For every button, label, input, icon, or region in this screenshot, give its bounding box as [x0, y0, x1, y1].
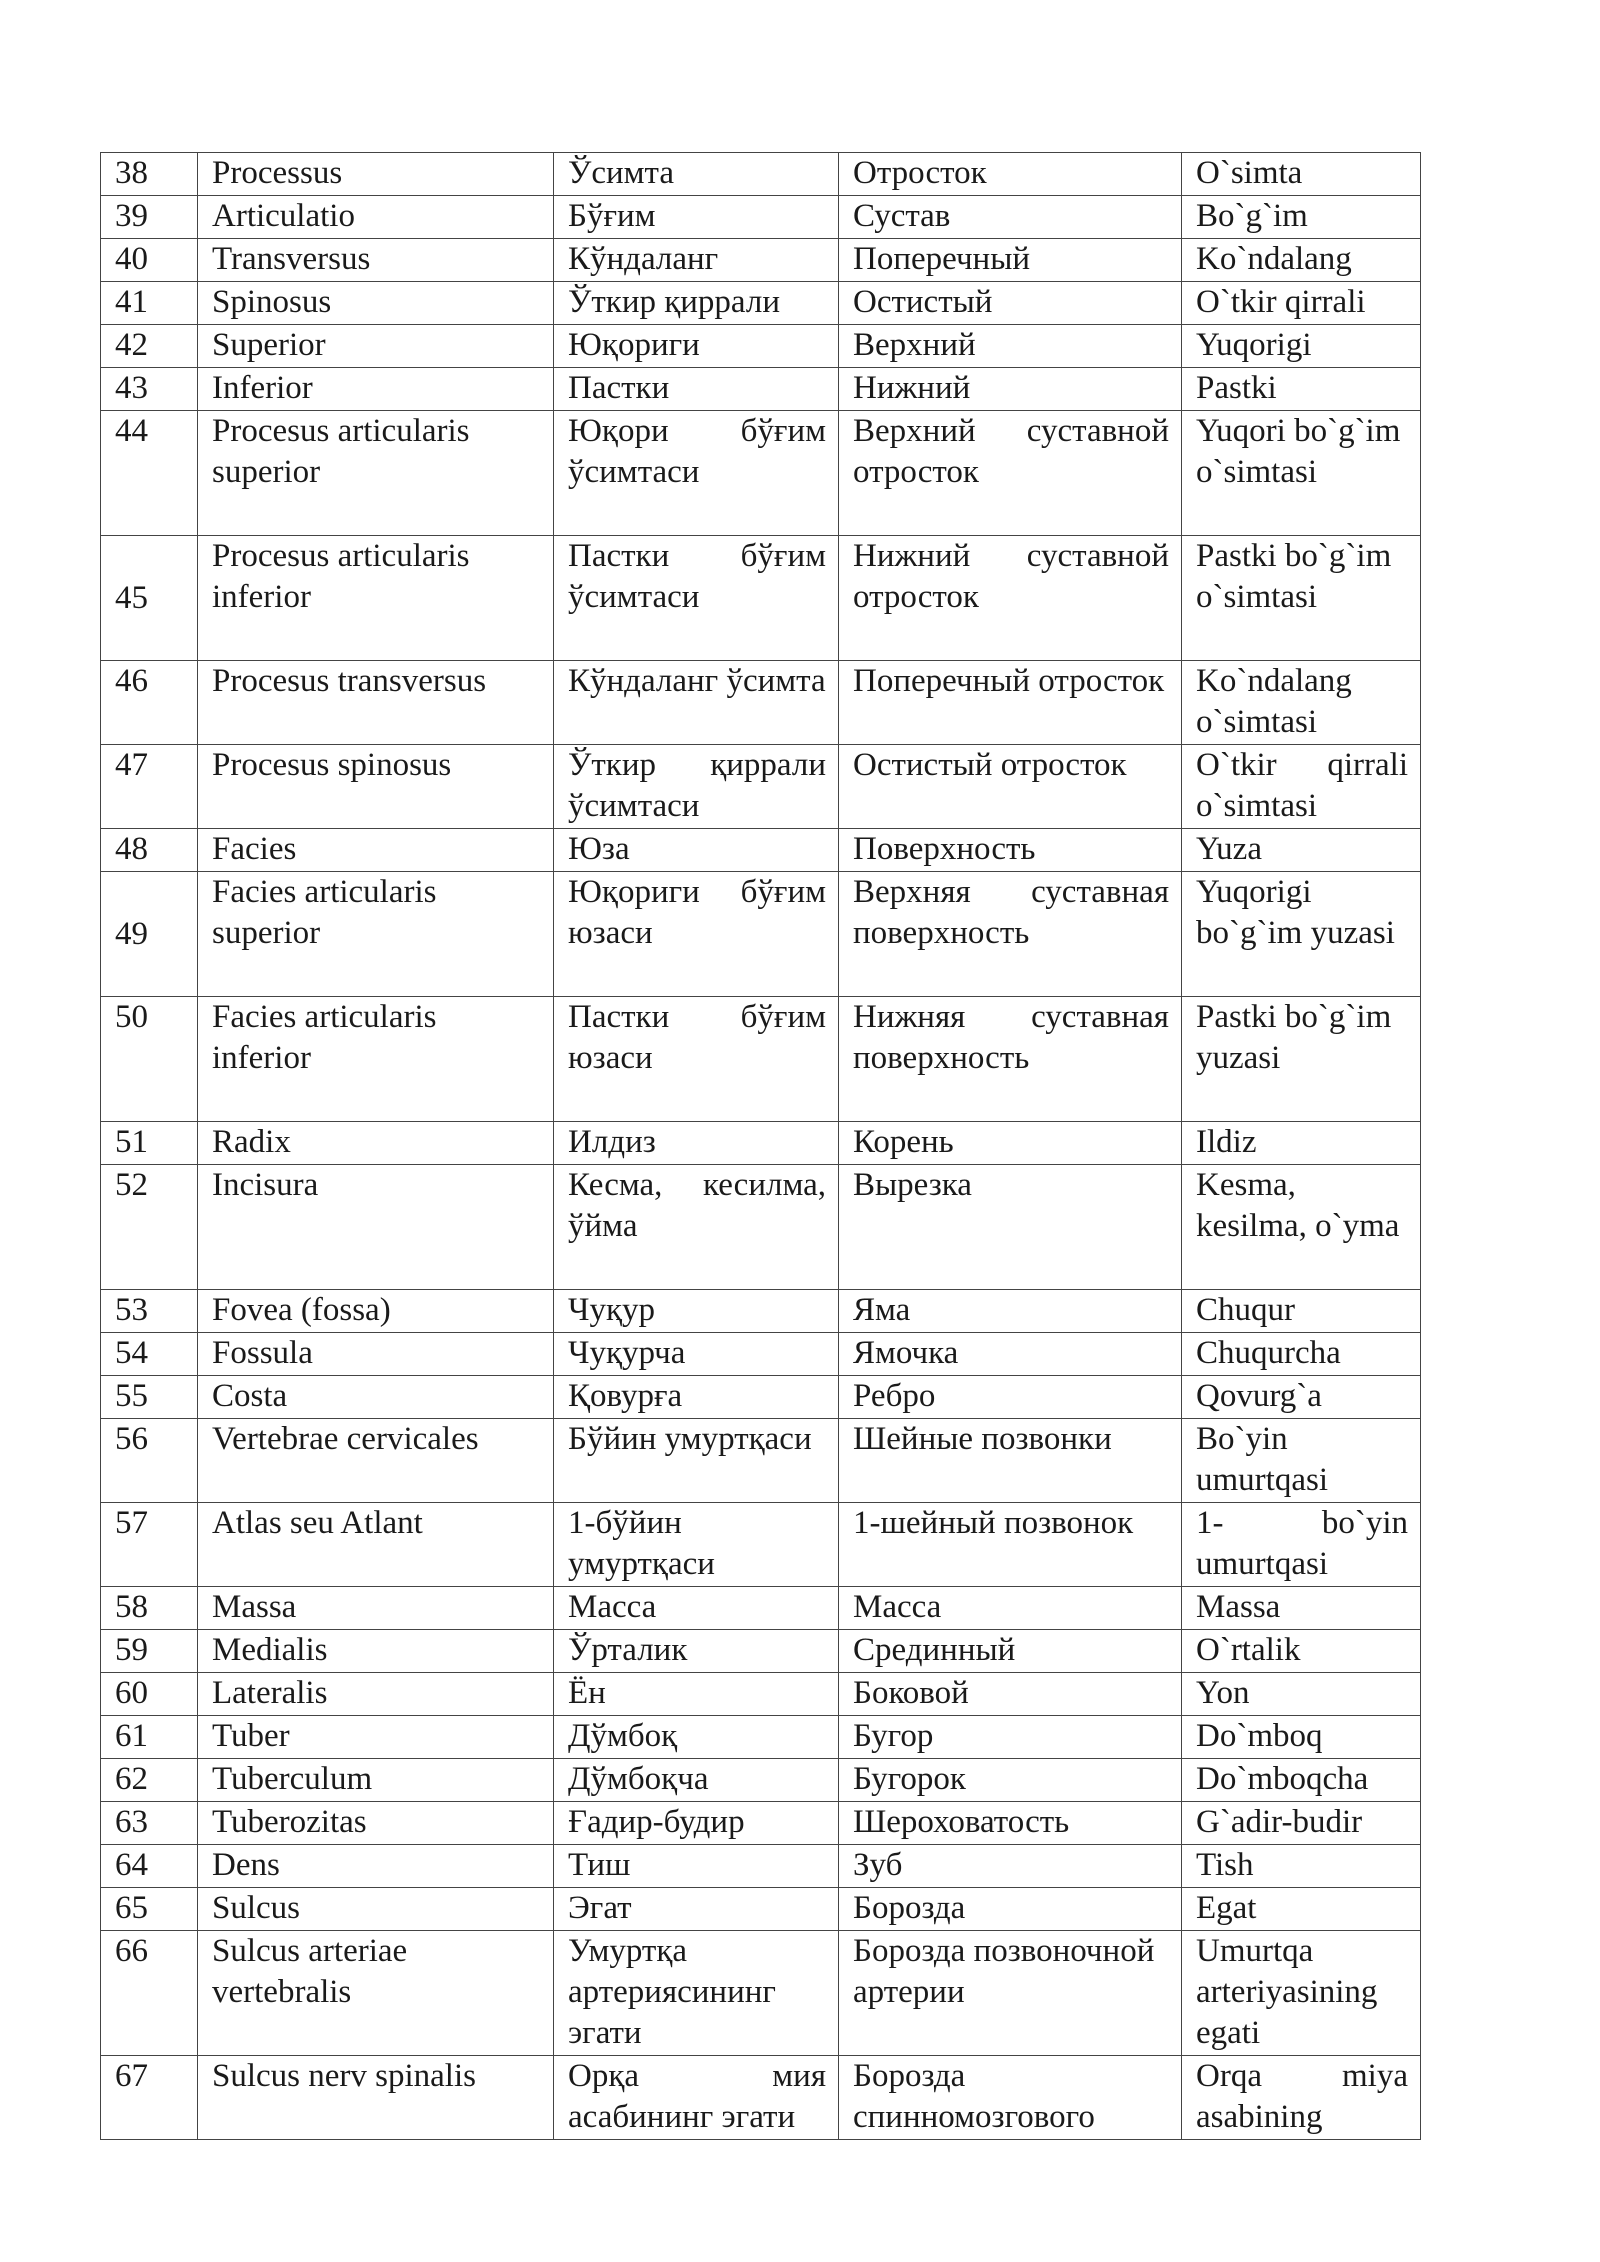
- entry-number: 59: [101, 1630, 198, 1673]
- uzbek-cyrillic-term: Юза: [554, 829, 839, 872]
- uzbek-cyrillic-term: 1-бўйин умуртқаси: [554, 1503, 839, 1587]
- uzbek-latin-term: O`tkir qirrali: [1182, 282, 1421, 325]
- russian-term: Зуб: [839, 1845, 1182, 1888]
- latin-term: Sulcus nerv spinalis: [198, 2056, 554, 2140]
- russian-term: Остистый отросток: [839, 745, 1182, 829]
- entry-number: 42: [101, 325, 198, 368]
- russian-term: Остистый: [839, 282, 1182, 325]
- russian-term: Яма: [839, 1290, 1182, 1333]
- entry-number: 66: [101, 1931, 198, 2056]
- uzbek-cyrillic-term: Ўрталик: [554, 1630, 839, 1673]
- uzbek-latin-term: Tish: [1182, 1845, 1421, 1888]
- russian-term: Борозда спинномозгового: [839, 2056, 1182, 2140]
- table-row: [101, 2056, 1421, 2140]
- latin-term: Sulcus: [198, 1888, 554, 1931]
- latin-term: Lateralis: [198, 1673, 554, 1716]
- latin-term: Fossula: [198, 1333, 554, 1376]
- uzbek-latin-term: Yon: [1182, 1673, 1421, 1716]
- uzbek-cyrillic-term: Ғадир-будир: [554, 1802, 839, 1845]
- russian-term: Ребро: [839, 1376, 1182, 1419]
- russian-term: 1-шейный позвонок: [839, 1503, 1182, 1587]
- uzbek-cyrillic-term: Орқа мия асабининг эгати: [554, 2056, 839, 2140]
- uzbek-latin-term: Yuqorigi bo`g`im yuzasi: [1182, 872, 1421, 997]
- uzbek-cyrillic-term: Масса: [554, 1587, 839, 1630]
- uzbek-cyrillic-term: Чуқур: [554, 1290, 839, 1333]
- latin-term: Radix: [198, 1122, 554, 1165]
- uzbek-latin-term: Pastki bo`g`im o`simtasi: [1182, 536, 1421, 661]
- uzbek-cyrillic-term: Юқориги: [554, 325, 839, 368]
- latin-term: Medialis: [198, 1630, 554, 1673]
- entry-number: 54: [101, 1333, 198, 1376]
- russian-term: Бугорок: [839, 1759, 1182, 1802]
- table-row: [101, 325, 1421, 368]
- table-row: [101, 282, 1421, 325]
- entry-number: 64: [101, 1845, 198, 1888]
- latin-term: Transversus: [198, 239, 554, 282]
- russian-term: Вырезка: [839, 1165, 1182, 1290]
- latin-term: Tuber: [198, 1716, 554, 1759]
- entry-number: 46: [101, 661, 198, 745]
- table-row: [101, 1673, 1421, 1716]
- latin-term: Procesus articularis superior: [198, 411, 554, 536]
- uzbek-cyrillic-term: Қовурға: [554, 1376, 839, 1419]
- uzbek-latin-term: 1- bo`yin umurtqasi: [1182, 1503, 1421, 1587]
- uzbek-latin-term: Umurtqa arteriyasining egati: [1182, 1931, 1421, 2056]
- entry-number: 41: [101, 282, 198, 325]
- entry-number: 40: [101, 239, 198, 282]
- uzbek-latin-term: Ko`ndalang o`simtasi: [1182, 661, 1421, 745]
- table-row: [101, 1122, 1421, 1165]
- uzbek-cyrillic-term: Бўғим: [554, 196, 839, 239]
- russian-term: Поперечный отросток: [839, 661, 1182, 745]
- russian-term: Нижняя суставная поверхность: [839, 997, 1182, 1122]
- table-row: [101, 153, 1421, 196]
- latin-term: Procesus articularis inferior: [198, 536, 554, 661]
- table-row: [101, 1802, 1421, 1845]
- latin-term: Procesus transversus: [198, 661, 554, 745]
- entry-number: 65: [101, 1888, 198, 1931]
- russian-term: Нижний: [839, 368, 1182, 411]
- russian-term: Сустав: [839, 196, 1182, 239]
- latin-term: Vertebrae cervicales: [198, 1419, 554, 1503]
- entry-number: 52: [101, 1165, 198, 1290]
- latin-term: Facies articularis inferior: [198, 997, 554, 1122]
- uzbek-cyrillic-term: Кесма, кесилма, ўйма: [554, 1165, 839, 1290]
- russian-term: Шероховатость: [839, 1802, 1182, 1845]
- latin-term: Superior: [198, 325, 554, 368]
- entry-number: 44: [101, 411, 198, 536]
- table-row: [101, 1333, 1421, 1376]
- uzbek-latin-term: O`tkir qirrali o`simtasi: [1182, 745, 1421, 829]
- uzbek-latin-term: Egat: [1182, 1888, 1421, 1931]
- uzbek-latin-term: Ko`ndalang: [1182, 239, 1421, 282]
- uzbek-latin-term: Pastki bo`g`im yuzasi: [1182, 997, 1421, 1122]
- uzbek-latin-term: Yuqorigi: [1182, 325, 1421, 368]
- russian-term: Нижний суставной отросток: [839, 536, 1182, 661]
- latin-term: Facies articularis superior: [198, 872, 554, 997]
- table-row: [101, 1165, 1421, 1290]
- uzbek-cyrillic-term: Илдиз: [554, 1122, 839, 1165]
- uzbek-latin-term: Bo`g`im: [1182, 196, 1421, 239]
- latin-term: Articulatio: [198, 196, 554, 239]
- table-row: [101, 1630, 1421, 1673]
- uzbek-latin-term: Qovurg`a: [1182, 1376, 1421, 1419]
- russian-term: Отросток: [839, 153, 1182, 196]
- latin-term: Spinosus: [198, 282, 554, 325]
- uzbek-cyrillic-term: Кўндаланг: [554, 239, 839, 282]
- uzbek-latin-term: Do`mboqcha: [1182, 1759, 1421, 1802]
- uzbek-latin-term: Massa: [1182, 1587, 1421, 1630]
- uzbek-cyrillic-term: Кўндаланг ўсимта: [554, 661, 839, 745]
- uzbek-cyrillic-term: Пастки: [554, 368, 839, 411]
- uzbek-cyrillic-term: Пастки бўғим ўсимтаси: [554, 536, 839, 661]
- entry-number: 51: [101, 1122, 198, 1165]
- table-row: [101, 829, 1421, 872]
- uzbek-latin-term: Pastki: [1182, 368, 1421, 411]
- table-row: [101, 1845, 1421, 1888]
- entry-number: 56: [101, 1419, 198, 1503]
- uzbek-cyrillic-term: Бўйин умуртқаси: [554, 1419, 839, 1503]
- entry-number: 50: [101, 997, 198, 1122]
- entry-number: 39: [101, 196, 198, 239]
- table-row: [101, 1587, 1421, 1630]
- table-row: [101, 536, 1421, 661]
- russian-term: Корень: [839, 1122, 1182, 1165]
- table-row: [101, 1888, 1421, 1931]
- latin-term: Sulcus arteriae vertebralis: [198, 1931, 554, 2056]
- latin-term: Massa: [198, 1587, 554, 1630]
- russian-term: Верхний: [839, 325, 1182, 368]
- entry-number: 53: [101, 1290, 198, 1333]
- uzbek-cyrillic-term: Дўмбоқча: [554, 1759, 839, 1802]
- uzbek-latin-term: Bo`yin umurtqasi: [1182, 1419, 1421, 1503]
- latin-term: Incisura: [198, 1165, 554, 1290]
- russian-term: Борозда: [839, 1888, 1182, 1931]
- uzbek-latin-term: Yuqori bo`g`im o`simtasi: [1182, 411, 1421, 536]
- entry-number: 55: [101, 1376, 198, 1419]
- latin-term: Inferior: [198, 368, 554, 411]
- uzbek-cyrillic-term: Ўткир қиррали ўсимтаси: [554, 745, 839, 829]
- entry-number: 43: [101, 368, 198, 411]
- table-row: [101, 1716, 1421, 1759]
- uzbek-latin-term: Yuza: [1182, 829, 1421, 872]
- latin-term: Procesus spinosus: [198, 745, 554, 829]
- table-row: [101, 196, 1421, 239]
- russian-term: Срединный: [839, 1630, 1182, 1673]
- table-row: [101, 1376, 1421, 1419]
- russian-term: Бугор: [839, 1716, 1182, 1759]
- entry-number: 62: [101, 1759, 198, 1802]
- entry-number: 63: [101, 1802, 198, 1845]
- entry-number: 57: [101, 1503, 198, 1587]
- uzbek-cyrillic-term: Эгат: [554, 1888, 839, 1931]
- entry-number: 48: [101, 829, 198, 872]
- table-row: [101, 239, 1421, 282]
- uzbek-cyrillic-term: Юқориги бўғим юзаси: [554, 872, 839, 997]
- uzbek-latin-term: G`adir-budir: [1182, 1802, 1421, 1845]
- table-row: [101, 661, 1421, 745]
- uzbek-latin-term: Kesma, kesilma, o`yma: [1182, 1165, 1421, 1290]
- latin-term: Facies: [198, 829, 554, 872]
- table-row: [101, 1503, 1421, 1587]
- russian-term: Шейные позвонки: [839, 1419, 1182, 1503]
- russian-term: Поверхность: [839, 829, 1182, 872]
- latin-term: Costa: [198, 1376, 554, 1419]
- russian-term: Боковой: [839, 1673, 1182, 1716]
- uzbek-latin-term: Orqa miya asabining: [1182, 2056, 1421, 2140]
- uzbek-latin-term: O`rtalik: [1182, 1630, 1421, 1673]
- table-row: [101, 1419, 1421, 1503]
- uzbek-cyrillic-term: Чуқурча: [554, 1333, 839, 1376]
- uzbek-cyrillic-term: Ўсимта: [554, 153, 839, 196]
- entry-number: 49: [101, 872, 198, 997]
- entry-number: 38: [101, 153, 198, 196]
- entry-number: 61: [101, 1716, 198, 1759]
- russian-term: Верхняя суставная поверхность: [839, 872, 1182, 997]
- latin-term: Tuberozitas: [198, 1802, 554, 1845]
- table-row: [101, 745, 1421, 829]
- table-row: [101, 997, 1421, 1122]
- table-row: [101, 1759, 1421, 1802]
- russian-term: Ямочка: [839, 1333, 1182, 1376]
- latin-term: Dens: [198, 1845, 554, 1888]
- uzbek-cyrillic-term: Дўмбоқ: [554, 1716, 839, 1759]
- latin-term: Fovea (fossa): [198, 1290, 554, 1333]
- entry-number: 60: [101, 1673, 198, 1716]
- uzbek-latin-term: Chuqur: [1182, 1290, 1421, 1333]
- entry-number: 67: [101, 2056, 198, 2140]
- latin-term: Atlas seu Atlant: [198, 1503, 554, 1587]
- table-row: [101, 1290, 1421, 1333]
- uzbek-latin-term: O`simta: [1182, 153, 1421, 196]
- uzbek-cyrillic-term: Ён: [554, 1673, 839, 1716]
- uzbek-cyrillic-term: Тиш: [554, 1845, 839, 1888]
- uzbek-cyrillic-term: Умуртқа артериясининг эгати: [554, 1931, 839, 2056]
- uzbek-latin-term: Do`mboq: [1182, 1716, 1421, 1759]
- russian-term: Масса: [839, 1587, 1182, 1630]
- russian-term: Верхний суставной отросток: [839, 411, 1182, 536]
- uzbek-cyrillic-term: Ўткир қиррали: [554, 282, 839, 325]
- table-row: [101, 411, 1421, 536]
- uzbek-latin-term: Ildiz: [1182, 1122, 1421, 1165]
- uzbek-latin-term: Chuqurcha: [1182, 1333, 1421, 1376]
- table-row: [101, 872, 1421, 997]
- glossary-body: [101, 153, 1421, 2140]
- entry-number: 45: [101, 536, 198, 661]
- anatomy-glossary-table: [100, 152, 1421, 2140]
- entry-number: 47: [101, 745, 198, 829]
- uzbek-cyrillic-term: Пастки бўғим юзаси: [554, 997, 839, 1122]
- table-row: [101, 368, 1421, 411]
- table-row: [101, 1931, 1421, 2056]
- russian-term: Поперечный: [839, 239, 1182, 282]
- russian-term: Борозда позвоночной артерии: [839, 1931, 1182, 2056]
- latin-term: Processus: [198, 153, 554, 196]
- uzbek-cyrillic-term: Юқори бўғим ўсимтаси: [554, 411, 839, 536]
- entry-number: 58: [101, 1587, 198, 1630]
- latin-term: Tuberculum: [198, 1759, 554, 1802]
